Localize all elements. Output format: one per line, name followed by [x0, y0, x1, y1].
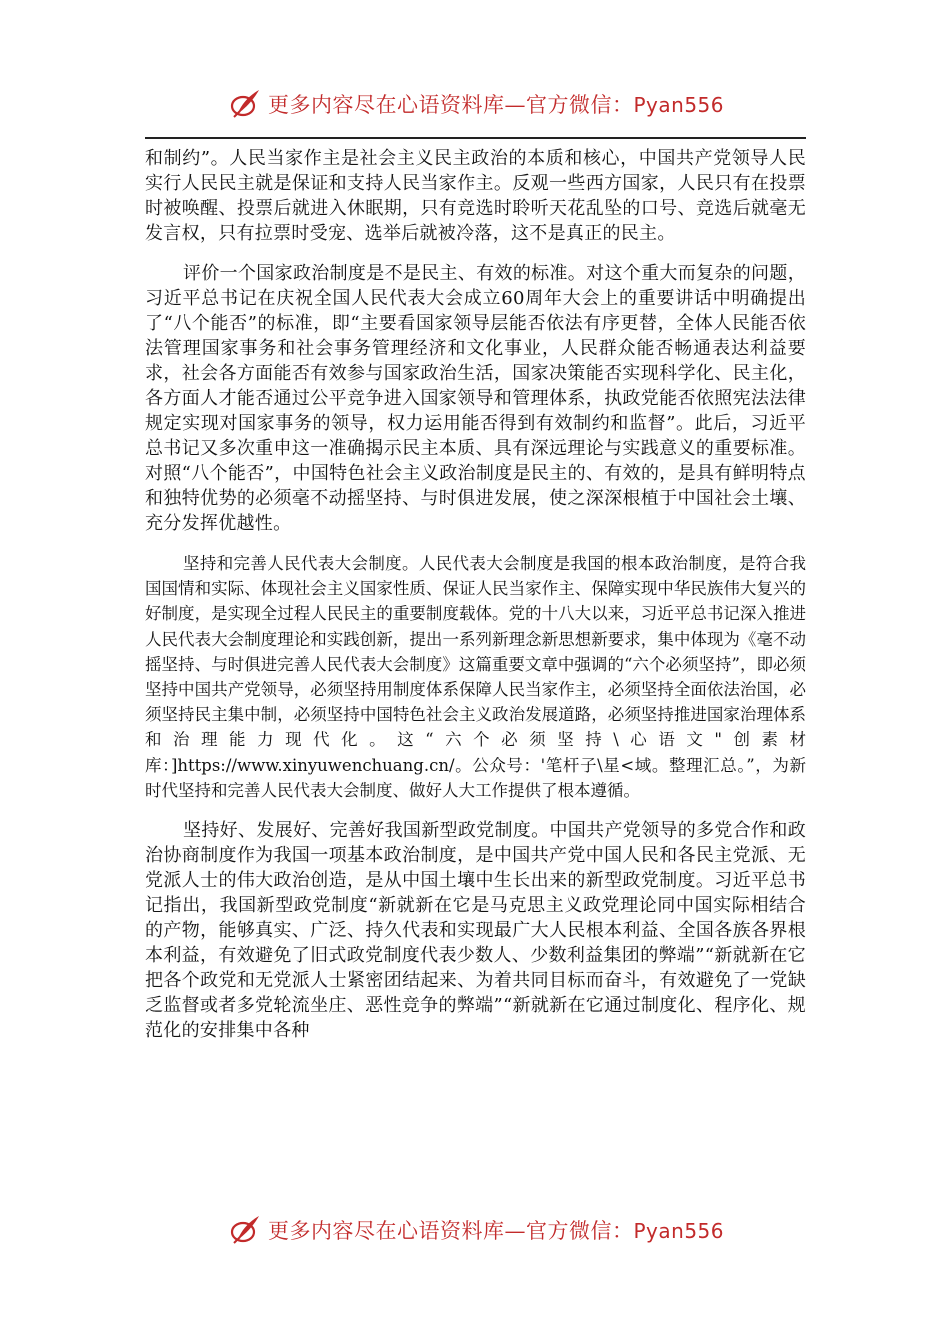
feather-pen-logo-icon [228, 1213, 262, 1247]
paragraph: 坚持和完善人民代表大会制度。人民代表大会制度是我国的根本政治制度，是符合我国国情和实际、体现社会主义国家性质、保证人民当家作主、保障实现中华民族伟大复兴的好制度，是实现全过程人民民主的重要制度载体。党的十八大以来，习近平总书记深入推进人民代表大会制度理论和实践创新，提出一系列新理念新思想新要求，集中体现为《毫不动摇坚持、与时俱进完善人民代表大会制度》这篇重要文章中强调的“六个必须坚持”，即必须坚持中国共产党领导，必须坚持用制度体系保障人民当家作主，必须坚持全面依法治国，必须坚持民主集中制，必须坚持中国特色社会主义政治发展道路，必须坚持推进国家治理体系和治理能力现代化。这“六个必须坚持\心语文"创素材库：]https://www.xinyuwenchuang.cn/。公众号：'笔杆子\星<域。整理汇总。”，为新时代坚持和完善人民代表大会制度、做好人大工作提供了根本遵循。 [145, 554, 806, 800]
header-banner [228, 84, 724, 124]
banner-text: 更多内容尽在心语资料库—官方微信：Pyan556 [268, 1219, 725, 1243]
document-body [145, 146, 806, 1043]
footer-banner [228, 1210, 724, 1250]
paragraph: 坚持好、发展好、完善好我国新型政党制度。中国共产党领导的多党合作和政治协商制度作为我国一项基本政治制度，是中国共产党中国人民和各民主党派、无党派人士的伟大政治创造，是从中国土壤中生长出来的新型政党制度。习近平总书记指出，我国新型政党制度“新就新在它是马克思主义政党理论同中国实际相结合的产物，能够真实、广泛、持久代表和实现最广大人民根本利益、全国各族各界根本利益，有效避免了旧式政党制度代表少数人、少数利益集团的弊端”“新就新在它把各个政党和无党派人士紧密团结起来、为着共同目标而奋斗，有效避免了一党缺乏监督或者多党轮流坐庄、恶性竞争的弊端”“新就新在它通过制度化、程序化、规范化的安排集中各种 [145, 820, 806, 1042]
paragraph: 评价一个国家政治制度是不是民主、有效的标准。对这个重大而复杂的问题，习近平总书记在庆祝全国人民代表大会成立60周年大会上的重要讲话中明确提出了“八个能否”的标准，即“主要看国家领导层能否依法有序更替，全体人民能否依法管理国家事务和社会事务管理经济和文化事业，人民群众能否畅通表达利益要求，社会各方面能否有效参与国家政治生活，国家决策能否实现科学化、民主化，各方面人才能否通过公平竞争进入国家领导和管理体系，执政党能否依照宪法法律规定实现对国家事务的领导，权力运用能否得到有效制约和监督”。此后，习近平总书记又多次重申这一准确揭示民主本质、具有深远理论与实践意义的重要标准。对照“八个能否”，中国特色社会主义政治制度是民主的、有效的，是具有鲜明特点和独特优势的必须毫不动摇坚持、与时俱进发展，使之深深根植于中国社会土壤、充分发挥优越性。 [145, 263, 806, 534]
banner-text: 更多内容尽在心语资料库—官方微信：Pyan556 [268, 93, 725, 117]
paragraph: 和制约”。人民当家作主是社会主义民主政治的本质和核心，中国共产党领导人民实行人民民主就是保证和支持人民当家作主。反观一些西方国家，人民只有在投票时被唤醒、投票后就进入休眠期，只有竞选时聆听天花乱坠的口号、竞选后就毫无发言权，只有拉票时受宠、选举后就被冷落，这不是真正的民主。 [145, 148, 806, 244]
header-divider [145, 137, 806, 139]
feather-pen-logo-icon [228, 87, 262, 121]
